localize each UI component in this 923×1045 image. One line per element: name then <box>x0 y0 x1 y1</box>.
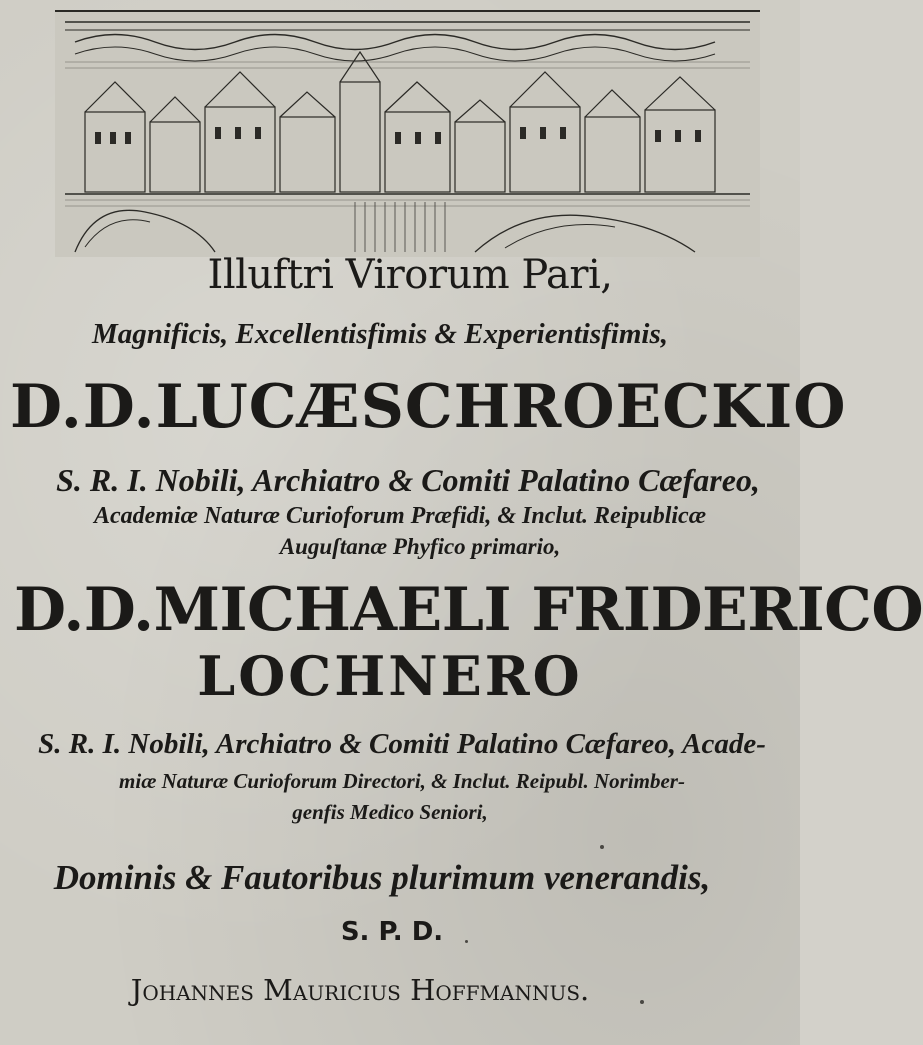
dedication-line-1: Illuftri Virorum Pari, <box>207 252 613 298</box>
ink-speck <box>640 1000 644 1004</box>
dedicatee-surname-2: LOCHNERO <box>197 644 583 708</box>
dedication-line-2: Magnificis, Excellentisfimis & Experientisfimis, <box>92 318 668 350</box>
salutation: S. P. D. <box>340 917 444 947</box>
dedicatee-name-2: D.D.MICHAELI FRIDERICO <box>14 575 923 645</box>
ink-speck <box>465 940 468 943</box>
dedication-line-5: Academiæ Naturæ Curioforum Præfidi, & Inclut. Reipublicæ <box>93 503 707 529</box>
dedication-line-11: genfis Medico Seniori, <box>292 800 488 824</box>
ornamental-engraving-icon <box>55 10 760 257</box>
author-signature: Johannes Mauricius Hoffmannus. <box>130 973 590 1007</box>
dedication-line-9: S. R. I. Nobili, Archiatro & Comiti Palatino Cæfareo, Acade- <box>38 728 766 760</box>
dedication-line-12: Dominis & Fautoribus plurimum venerandis, <box>53 858 711 897</box>
ink-speck <box>600 845 604 849</box>
dedication-line-10: miæ Naturæ Curioforum Directori, & Inclut. Reipubl. Norimber- <box>119 769 685 793</box>
dedication-line-4: S. R. I. Nobili, Archiatro & Comiti Palatino Cæfareo, <box>56 462 760 498</box>
dedicatee-name-1: D.D.LUCÆSCHROECKIO <box>10 372 847 442</box>
dedication-line-6: Auguſtanæ Phyfico primario, <box>279 534 561 559</box>
